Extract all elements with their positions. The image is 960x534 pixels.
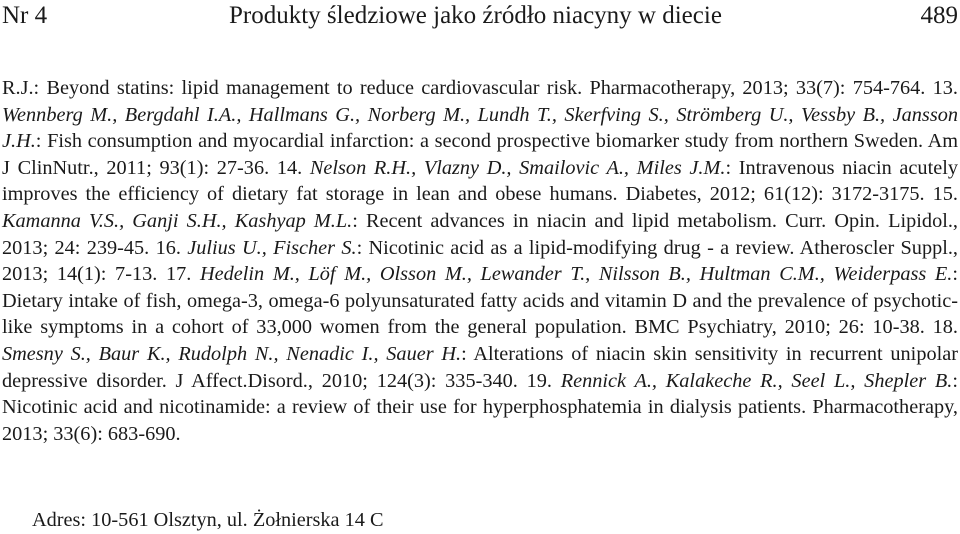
reference-17-text: : Dietary intake of fish, omega-3, omega-6 polyunsaturated fatty acids and vitamin D and the prevalence of psychotic-like symptoms in a cohort of 33,000 women from the general population. BMC Psychiatry, 2010; 26: 10-38.	[2, 263, 959, 339]
reference-13-text: : Fish consumption and myocardial infarction: a second prospective biomarker study from northern Sweden. Am J ClinNutr., 2011; 93(1): 27-36.	[2, 130, 958, 179]
reference-13-authors: Wennberg M., Bergdahl I.A., Hallmans G., Norberg M., Lundh T., Skerfving S., Strömberg U., Vessby B., Jansson J.H.	[2, 103, 958, 153]
reference-18-authors: Smesny S., Baur K., Rudolph N., Nenadic I., Sauer H.	[2, 342, 462, 365]
reference-14-number: 14.	[269, 156, 310, 179]
reference-19-text: : Nicotinic acid and nicotinamide: a review of their use for hyperphosphatemia in dialysis patients. Pharmacotherapy, 2013; 33(6): 683-690.	[2, 369, 959, 445]
reference-13-number: 13.	[925, 77, 959, 99]
reference-12-tail: R.J.: Beyond statins: lipid management to reduce cardiovascular risk. Pharmacotherapy, 2013; 33(7): 754-764.	[2, 77, 926, 99]
reference-16-text: : Nicotinic acid as a lipid-modifying drug - a review. Atheroscler Suppl., 2013; 14(1): 7-13.	[2, 236, 958, 286]
reference-18-text: : Alterations of niacin skin sensitivity in recurrent unipolar depressive disorder. J Affect.Disord., 2010; 124(3): 335-340.	[2, 342, 958, 392]
reference-19-number: 19.	[517, 369, 561, 392]
reference-17-number: 17.	[157, 263, 200, 286]
running-title: Produkty śledziowe jako źródło niacyny w diecie	[229, 2, 722, 29]
reference-15-text: : Recent advances in niacin and lipid metabolism. Curr. Opin. Lipidol., 2013; 24: 239-45.	[2, 209, 958, 259]
reference-16-number: 16.	[149, 236, 188, 259]
reference-list	[2, 75, 958, 447]
page-header	[0, 0, 960, 42]
reference-15-number: 15.	[924, 183, 958, 206]
reference-17-authors: Hedelin M., Löf M., Olsson M., Lewander T., Nilsson B., Hultman C.M., Weiderpass E.	[199, 263, 953, 286]
issue-label: Nr 4	[2, 2, 48, 29]
reference-15-authors: Kamanna V.S., Ganji S.H., Kashyap M.L.	[2, 209, 353, 232]
reference-16-authors: Julius U., Fischer S.	[187, 236, 357, 259]
author-address: Adres: 10-561 Olsztyn, ul. Żołnierska 14 C	[32, 509, 384, 531]
reference-14-text: : Intravenous niacin acutely improves the efficiency of dietary fat storage in lean and obese humans. Diabetes, 2012; 61(12): 3172-3175.	[2, 156, 958, 206]
reference-18-number: 18.	[924, 316, 958, 339]
reference-14-authors: Nelson R.H., Vlazny D., Smailovic A., Miles J.M.	[309, 156, 726, 179]
page-number: 489	[920, 2, 958, 29]
reference-19-authors: Rennick A., Kalakeche R., Seel L., Shepler B.	[560, 369, 953, 392]
